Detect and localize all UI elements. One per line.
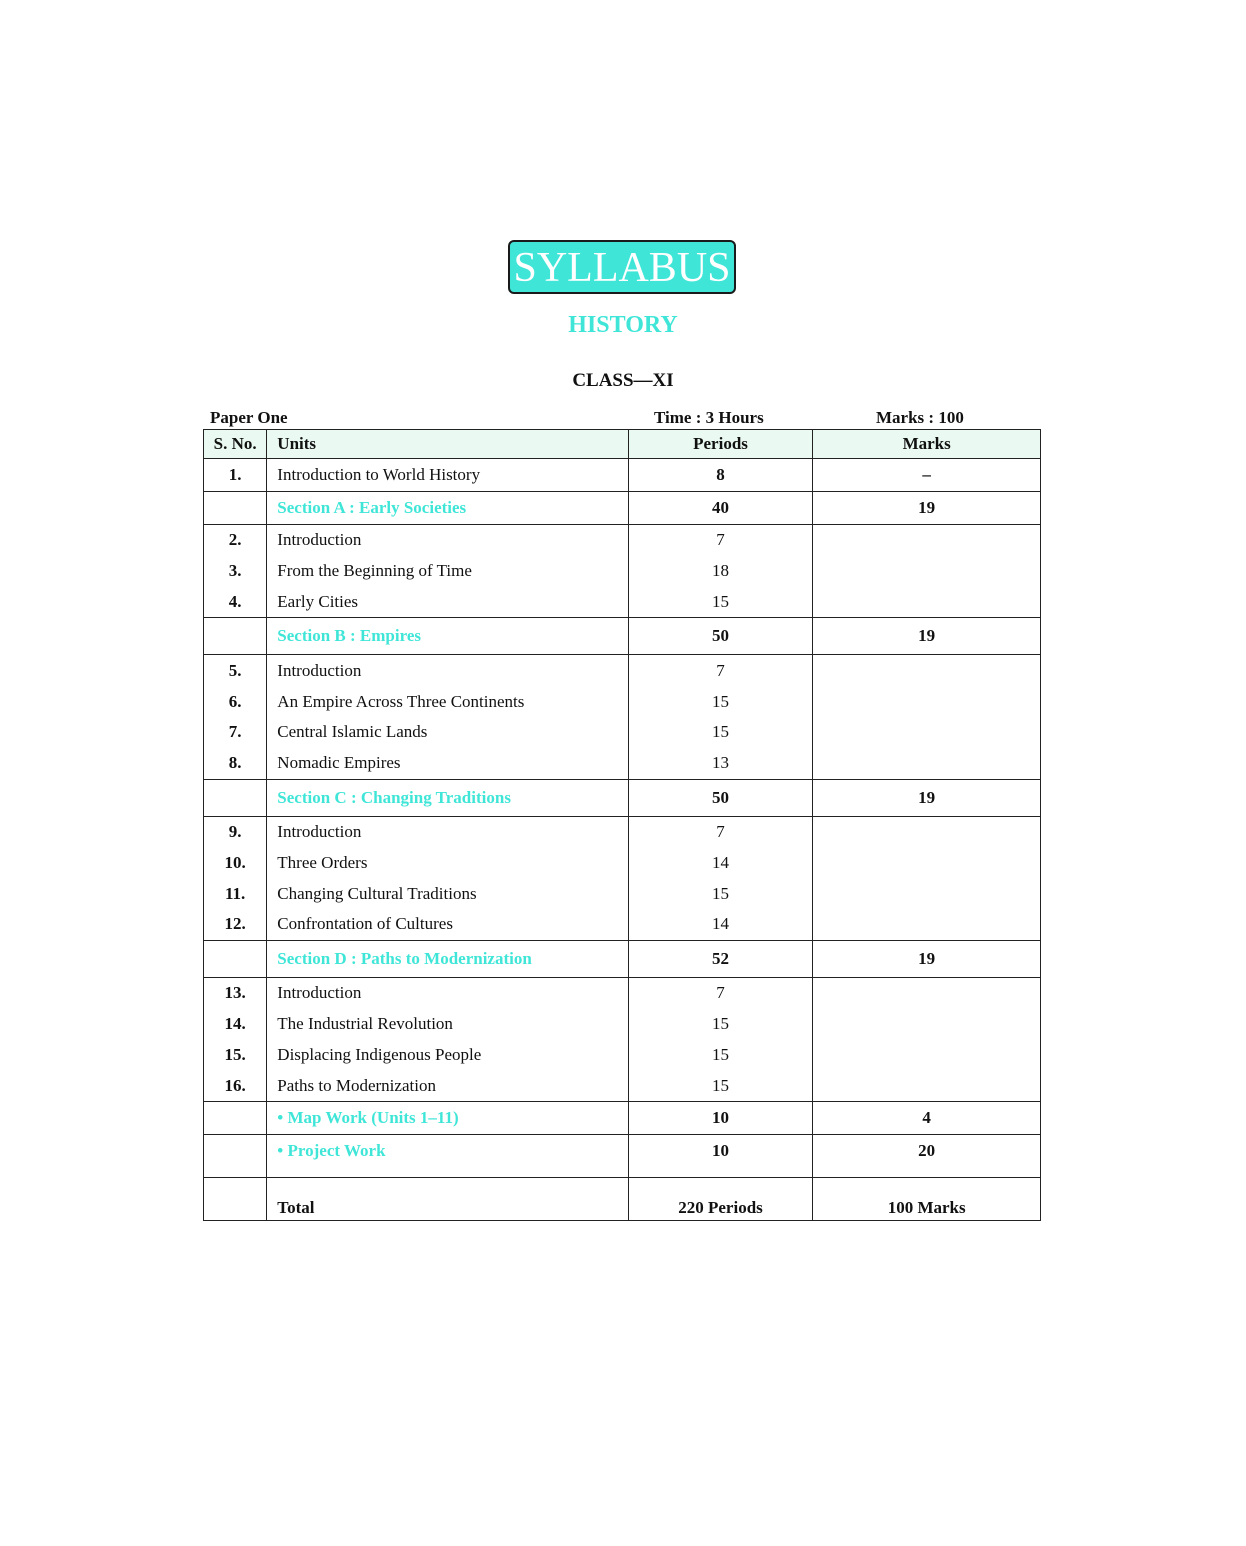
- project-work-row: [204, 1134, 1041, 1177]
- table-row: [204, 655, 1041, 686]
- marks-cell: 19: [813, 940, 1041, 977]
- marks-cell: 19: [813, 492, 1041, 525]
- syllabus-title: SYLLABUS: [508, 240, 736, 294]
- unit-cell: Introduction: [267, 977, 628, 1008]
- marks-cell: [813, 556, 1041, 587]
- class-heading: CLASS—XI: [572, 370, 674, 391]
- map-work-title: • Map Work (Units 1–11): [267, 1101, 628, 1134]
- map-work-row: [204, 1101, 1041, 1134]
- sno-cell: 14.: [204, 1009, 267, 1040]
- table-row: [204, 686, 1041, 717]
- section-title: Section B : Empires: [267, 618, 628, 655]
- unit-cell: Nomadic Empires: [267, 748, 628, 779]
- marks-cell: –: [813, 459, 1041, 492]
- sno-cell: 4.: [204, 587, 267, 618]
- periods-cell: 7: [628, 816, 813, 847]
- table-row: [204, 847, 1041, 878]
- unit-cell: Central Islamic Lands: [267, 717, 628, 748]
- unit-cell: An Empire Across Three Continents: [267, 686, 628, 717]
- sno-cell: 9.: [204, 816, 267, 847]
- unit-cell: From the Beginning of Time: [267, 556, 628, 587]
- unit-cell: Changing Cultural Traditions: [267, 878, 628, 909]
- periods-cell: 14: [628, 847, 813, 878]
- section-title: Section D : Paths to Modernization: [267, 940, 628, 977]
- syllabus-table: [203, 429, 1041, 1221]
- sno-cell: [204, 618, 267, 655]
- periods-cell: 8: [628, 459, 813, 492]
- project-work-title: • Project Work: [267, 1134, 628, 1177]
- marks-cell: 4: [813, 1101, 1041, 1134]
- sno-cell: 5.: [204, 655, 267, 686]
- sno-cell: [204, 779, 267, 816]
- table-row: [204, 556, 1041, 587]
- sno-cell: [204, 1101, 267, 1134]
- col-header-units: Units: [267, 430, 628, 459]
- periods-cell: 7: [628, 655, 813, 686]
- marks-cell: [813, 1070, 1041, 1101]
- periods-cell: 10: [628, 1101, 813, 1134]
- sno-cell: 12.: [204, 909, 267, 940]
- section-row: [204, 779, 1041, 816]
- marks-cell: [813, 655, 1041, 686]
- time-label: Time : 3 Hours: [654, 408, 764, 427]
- section-row: [204, 940, 1041, 977]
- unit-cell: Introduction: [267, 816, 628, 847]
- marks-cell: 20: [813, 1134, 1041, 1177]
- section-title: Section A : Early Societies: [267, 492, 628, 525]
- sno-cell: 7.: [204, 717, 267, 748]
- table-row: [204, 878, 1041, 909]
- total-marks: 100 Marks: [813, 1177, 1041, 1220]
- unit-cell: Paths to Modernization: [267, 1070, 628, 1101]
- sno-cell: [204, 1134, 267, 1177]
- marks-cell: [813, 717, 1041, 748]
- table-row: [204, 1009, 1041, 1040]
- marks-cell: [813, 1009, 1041, 1040]
- periods-cell: 7: [628, 525, 813, 556]
- marks-cell: [813, 816, 1041, 847]
- sno-cell: [204, 1177, 267, 1220]
- periods-cell: 18: [628, 556, 813, 587]
- section-row: [204, 492, 1041, 525]
- table-row: [204, 587, 1041, 618]
- sno-cell: 16.: [204, 1070, 267, 1101]
- periods-cell: 7: [628, 977, 813, 1008]
- marks-cell: [813, 748, 1041, 779]
- sno-cell: 11.: [204, 878, 267, 909]
- section-row: [204, 618, 1041, 655]
- sno-cell: 3.: [204, 556, 267, 587]
- periods-cell: 15: [628, 1039, 813, 1070]
- col-header-marks: Marks: [813, 430, 1041, 459]
- unit-cell: Three Orders: [267, 847, 628, 878]
- periods-cell: 40: [628, 492, 813, 525]
- table-row: [204, 816, 1041, 847]
- table-row: [204, 977, 1041, 1008]
- sno-cell: 2.: [204, 525, 267, 556]
- col-header-periods: Periods: [628, 430, 813, 459]
- marks-cell: [813, 525, 1041, 556]
- periods-cell: 15: [628, 686, 813, 717]
- table-row: [204, 525, 1041, 556]
- periods-cell: 15: [628, 878, 813, 909]
- marks-cell: [813, 1039, 1041, 1070]
- unit-cell: Displacing Indigenous People: [267, 1039, 628, 1070]
- paper-label: Paper One: [210, 408, 288, 427]
- marks-cell: [813, 909, 1041, 940]
- periods-cell: 13: [628, 748, 813, 779]
- sno-cell: 15.: [204, 1039, 267, 1070]
- marks-cell: [813, 878, 1041, 909]
- periods-cell: 15: [628, 1070, 813, 1101]
- section-title: Section C : Changing Traditions: [267, 779, 628, 816]
- sno-cell: 13.: [204, 977, 267, 1008]
- periods-cell: 50: [628, 618, 813, 655]
- marks-cell: 19: [813, 618, 1041, 655]
- unit-cell: The Industrial Revolution: [267, 1009, 628, 1040]
- table-row: [204, 909, 1041, 940]
- marks-label: Marks : 100: [876, 408, 964, 427]
- sno-cell: [204, 940, 267, 977]
- subject-heading: HISTORY: [568, 312, 678, 338]
- total-label: Total: [267, 1177, 628, 1220]
- periods-cell: 15: [628, 587, 813, 618]
- table-row: [204, 1070, 1041, 1101]
- periods-cell: 15: [628, 1009, 813, 1040]
- total-row: [204, 1177, 1041, 1220]
- table-header-row: [204, 430, 1041, 459]
- sno-cell: 10.: [204, 847, 267, 878]
- periods-cell: 14: [628, 909, 813, 940]
- table-row: [204, 1039, 1041, 1070]
- periods-cell: 52: [628, 940, 813, 977]
- periods-cell: 10: [628, 1134, 813, 1177]
- table-row: [204, 459, 1041, 492]
- table-row: [204, 748, 1041, 779]
- col-header-sno: S. No.: [204, 430, 267, 459]
- periods-cell: 50: [628, 779, 813, 816]
- sno-cell: 8.: [204, 748, 267, 779]
- periods-cell: 15: [628, 717, 813, 748]
- marks-cell: [813, 686, 1041, 717]
- sno-cell: 6.: [204, 686, 267, 717]
- unit-cell: Introduction to World History: [267, 459, 628, 492]
- marks-cell: [813, 847, 1041, 878]
- table-row: [204, 717, 1041, 748]
- marks-cell: [813, 587, 1041, 618]
- marks-cell: 19: [813, 779, 1041, 816]
- unit-cell: Introduction: [267, 655, 628, 686]
- marks-cell: [813, 977, 1041, 1008]
- sno-cell: 1.: [204, 459, 267, 492]
- sno-cell: [204, 492, 267, 525]
- unit-cell: Early Cities: [267, 587, 628, 618]
- unit-cell: Confrontation of Cultures: [267, 909, 628, 940]
- total-periods: 220 Periods: [628, 1177, 813, 1220]
- unit-cell: Introduction: [267, 525, 628, 556]
